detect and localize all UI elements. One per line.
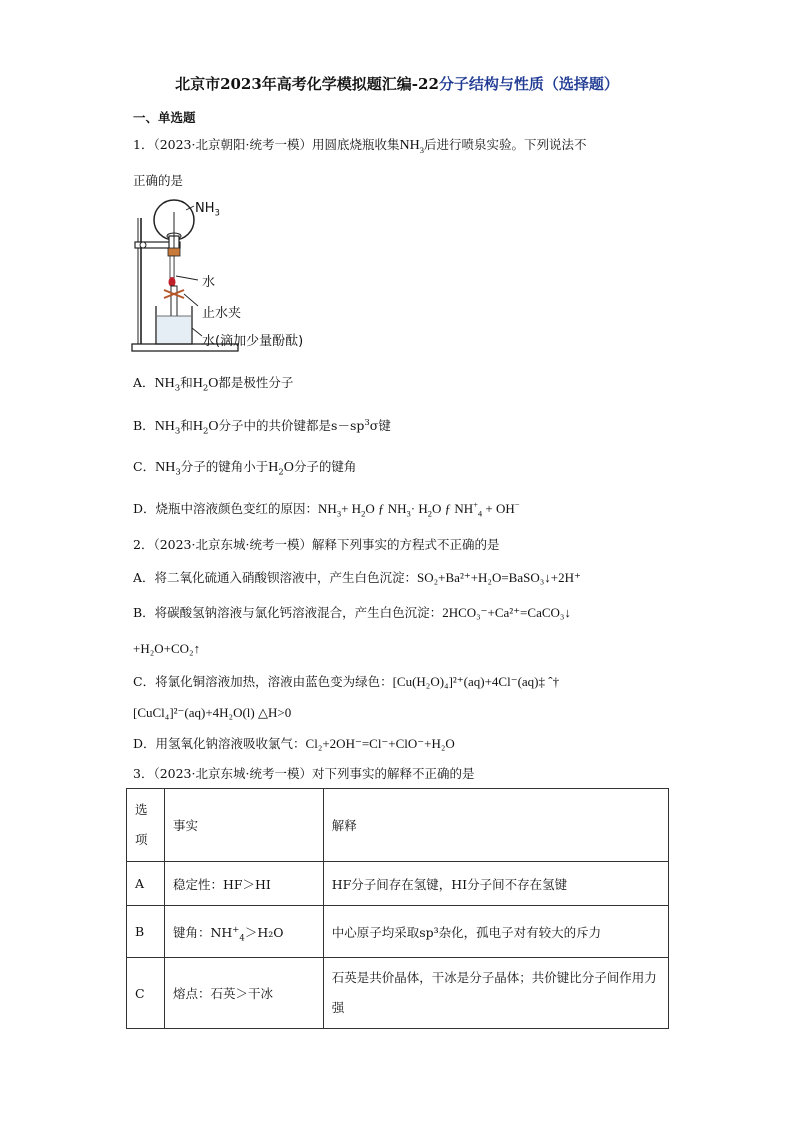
header-explain: 解释 [323,789,668,862]
sub: 4 [477,508,483,519]
q1-nh: NH [399,138,420,153]
figure-label-clamp: 止水夹 [202,306,242,321]
q1-nh3-sub: 3 [419,144,424,155]
q2-option-b-cont: +H₂O+CO₂↑ [133,641,201,656]
q1-nh3 [399,138,423,153]
table-header-row [127,789,669,862]
q1-option-b [133,418,391,435]
row-fact: 熔点：石英＞干冰 [164,958,323,1029]
nh3: NH [154,419,175,434]
opt-text: 分子的键角 [293,459,357,474]
eq: O ƒ NH [431,501,474,516]
sub: 4 [239,933,245,943]
opt-text: D．用氢氧化钠溶液吸收氯气： [133,736,306,751]
opt-text: 都是极性分子 [218,375,294,390]
opt-text: 烧瓶中溶液颜色变红的原因： [155,501,319,516]
header-option [127,789,165,862]
fact-b: ＞H₂O [244,924,284,940]
sub: 3 [336,508,342,519]
o: O [283,460,294,475]
q1-option-d [133,501,520,517]
eq: + H [341,501,362,516]
table-row [127,906,669,958]
sub: 3 [175,467,181,478]
h: H [192,376,203,391]
opt-text: A．将二氧化硫通入硝酸钡溶液中，产生白色沉淀： [133,570,418,585]
h: H [192,419,203,434]
sup: 3 [364,417,370,428]
equation: 2HCO₃⁻+Ca²⁺=CaCO₃↓ [442,605,571,620]
opt-label: B． [133,418,155,433]
sub: 3 [174,383,181,394]
opt-text: B．将碳酸氢钠溶液与氯化钙溶液混合，产生白色沉淀： [133,605,443,620]
h: H [268,460,279,475]
opt-text: 分子的键角小于 [180,459,269,474]
title-part1: 北京市2023年高考化学模拟题汇编-22 [175,75,439,93]
opt-text: C．将氯化铜溶液加热，溶液由蓝色变为绿色： [133,674,393,689]
he: 和 [180,375,193,390]
header-opt-top: 选 [135,802,148,817]
row-option: A [127,862,165,906]
equation: Cl₂+2OH⁻=Cl⁻+ClO⁻+H₂O [305,736,455,751]
equation: SO₂+Ba²⁺+H₂O=BaSO₃↓+2H⁺ [417,570,581,585]
row-fact [164,906,323,958]
row-option: C [127,958,165,1029]
header-fact: 事实 [164,789,323,862]
opt-label: D． [133,501,156,516]
row-explain: HF分子间存在氢键，HI分子间不存在氢键 [323,862,668,906]
q1-stem-cont: 正确的是 [133,173,184,188]
q1-stem-a: 1．（2023·北京朝阳·统考一模）用圆底烧瓶收集 [133,137,400,152]
q2-option-b [133,605,571,621]
row-explain: 石英是共价晶体，干冰是分子晶体；共价键比分子间作用力强 [323,958,668,1029]
sup: − [514,499,520,510]
eq: + OH [482,501,515,516]
q2-option-c [133,674,559,690]
table-row [127,862,669,906]
sub: 2 [361,508,366,519]
nh3: NH [155,460,176,475]
q1-option-c [133,459,356,476]
sub: 2 [202,383,209,394]
fact-a: 键角：NH [172,924,233,940]
q2-option-a [133,570,581,586]
sub: 3 [174,426,181,437]
q3-stem: 3．（2023·北京东城·统考一模）对下列事实的解释不正确的是 [133,766,475,781]
sub: 3 [406,508,411,519]
fig-nh3-sub: 3 [214,208,220,219]
fig-nh: NH [195,201,215,216]
sigma: σ键 [369,418,391,433]
q1-stem [133,137,586,154]
opt-label: A． [133,375,155,390]
opt-text: 分子中的共价键都是s－sp [218,418,365,433]
opt-label: C． [133,459,156,474]
q3-table [126,788,669,1029]
row-option: B [127,906,165,958]
stopper [168,248,180,256]
row-fact: 稳定性：HF＞HI [164,862,323,906]
equation: [Cu(H₂O)₄]²⁺(aq)+4Cl⁻(aq)‡ ˆ† [392,674,560,689]
sub: 2 [202,426,209,437]
he: 和 [180,418,193,433]
sub: 2 [278,467,284,478]
nh3: NH [154,376,175,391]
q1-stem-b: 后进行喷泉实验。下列说法不 [423,137,587,152]
o: O [208,376,219,391]
header-opt-bottom: 项 [135,832,148,847]
row-explain: 中心原子均采取sp³杂化，孤电子对有较大的斥力 [323,906,668,958]
eq: O ƒ NH [365,501,407,516]
eq: · H [410,501,428,516]
sup: + [232,924,240,935]
section-heading: 一、单选题 [133,110,196,125]
q1-option-a [133,375,293,392]
eq: NH [318,501,337,516]
sup: + [473,499,478,510]
title-part2: 分子结构与性质（选择题） [438,75,619,93]
table-row [127,958,669,1029]
sub: 2 [427,508,432,519]
figure-label-water: 水 [202,275,216,290]
figure-label-nh3 [195,201,220,219]
q2-stem: 2．（2023·北京东城·统考一模）解释下列事实的方程式不正确的是 [133,537,500,552]
o: O [208,419,219,434]
page-title [0,73,794,94]
figure-label-beaker: 水(滴加少量酚酞) [202,334,304,349]
equation [318,499,520,519]
q2-option-d [133,736,455,752]
q2-option-c-cont: [CuCl₄]²⁻(aq)+4H₂O(l) △H>0 [133,705,292,720]
